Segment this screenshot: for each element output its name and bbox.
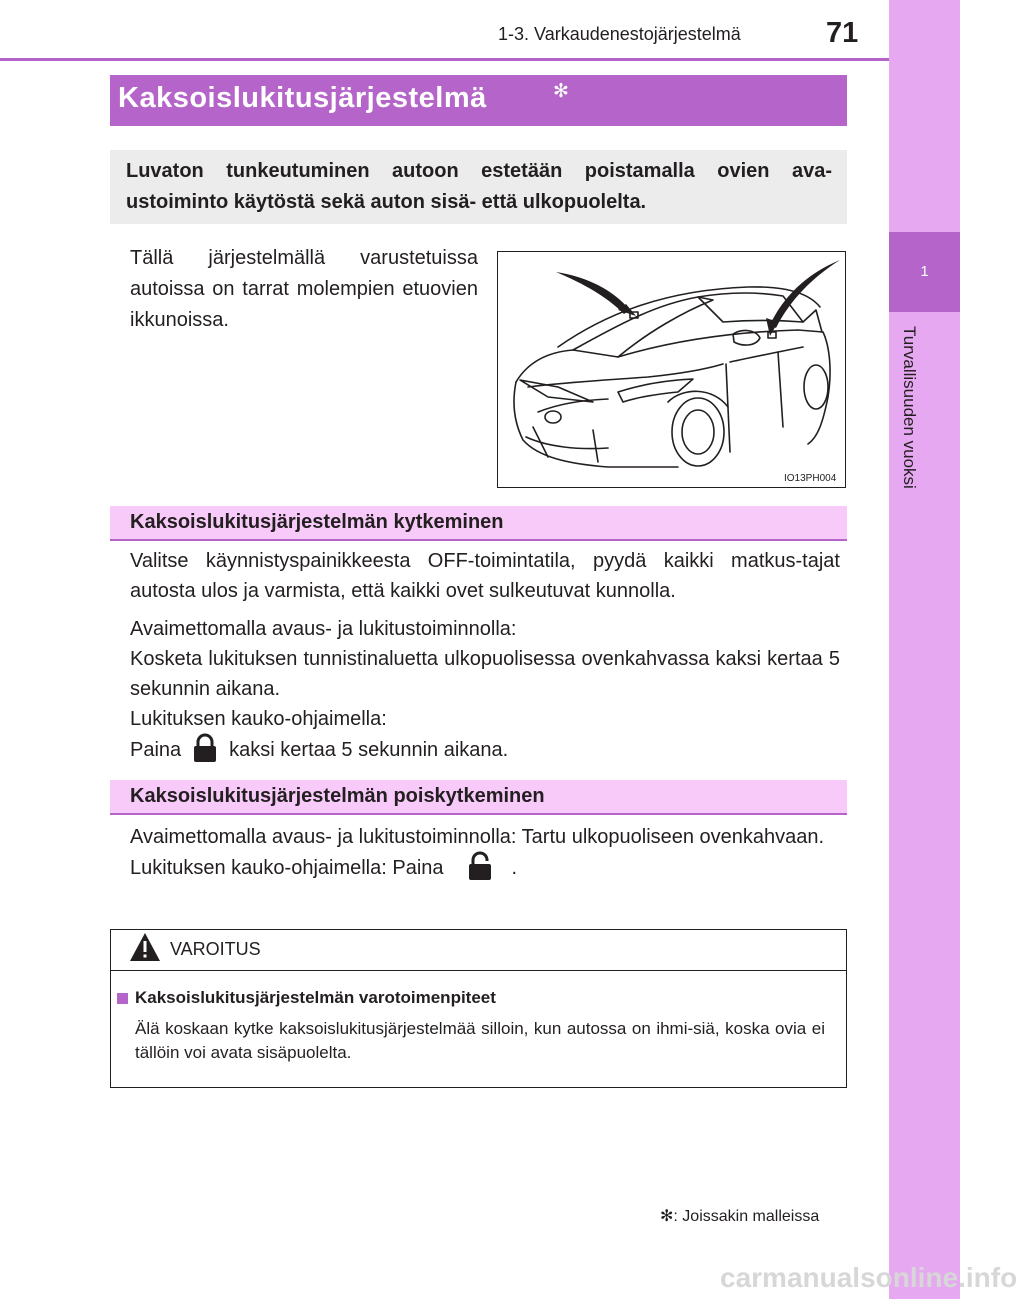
header-rule bbox=[0, 58, 889, 61]
remote-instruction bbox=[130, 734, 840, 765]
enable-instructions: Valitse käynnistyspainikkeesta OFF-toimintatila, pyydä kaikki matkus-tajat autosta ulos ja varmista, että kaikki ovet sulkeutuvat kunnolla. bbox=[130, 550, 840, 602]
remote-disable-instruction bbox=[130, 852, 840, 883]
intro-text: Luvaton tunkeutuminen autoon estetään poistamalla ovien ava-ustoiminto käytöstä sekä auton sisä- että ulkopuolelta. bbox=[126, 160, 832, 213]
chapter-number: 1 bbox=[889, 232, 960, 312]
chapter-title: Turvallisuuden vuoksi bbox=[900, 326, 919, 489]
press-suffix: kaksi kertaa 5 sekunnin aikana. bbox=[229, 739, 509, 761]
enable-methods bbox=[130, 614, 840, 765]
warning-title: VAROITUS bbox=[170, 939, 261, 959]
warning-header-divider bbox=[110, 970, 847, 971]
remote-disable-label: Lukituksen kauko-ohjaimella: Paina bbox=[130, 857, 444, 879]
footnote bbox=[660, 1206, 819, 1226]
page-number: 71 bbox=[826, 17, 859, 49]
remote-disable-suffix: . bbox=[511, 857, 518, 879]
chapter-side-tab bbox=[889, 0, 960, 1299]
press-label: Paina bbox=[130, 739, 182, 761]
footnote-text: : Joissakin malleissa bbox=[673, 1208, 820, 1225]
footnote-marker: ✻ bbox=[660, 1208, 674, 1225]
page-title: Kaksoislukitusjärjestelmä bbox=[118, 82, 487, 114]
disable-methods bbox=[130, 822, 840, 883]
keyless-label: Avaimettomalla avaus- ja lukitustoiminnolla: bbox=[130, 618, 517, 640]
optional-equipment-marker: ✻ bbox=[553, 81, 569, 102]
remote-label: Lukituksen kauko-ohjaimella: bbox=[130, 708, 387, 730]
keyless-instruction: Kosketa lukituksen tunnistinaluetta ulkopuolisessa ovenkahvassa kaksi kertaa 5 sekunnin aikana. bbox=[130, 648, 840, 700]
warning-subheading: Kaksoislukitusjärjestelmän varotoimenpiteet bbox=[135, 988, 496, 1007]
lock-icon bbox=[189, 734, 221, 762]
figure-code: IO13PH004 bbox=[784, 473, 837, 484]
unlock-icon bbox=[464, 852, 496, 880]
running-header-section: 1-3. Varkaudenestojärjestelmä bbox=[498, 24, 741, 44]
car-drawing bbox=[498, 252, 845, 487]
subheading-disable: Kaksoislukitusjärjestelmän poiskytkeminen bbox=[130, 785, 545, 807]
sticker-description: Tällä järjestelmällä varustetuissa autoissa on tarrat molempien etuovien ikkunoissa. bbox=[130, 247, 478, 331]
warning-triangle-icon bbox=[128, 931, 162, 963]
warning-body: Älä koskaan kytke kaksoislukitusjärjestelmää silloin, kun autossa on ihmi-siä, koska ovia ei tällöin voi avata sisäpuolelta. bbox=[135, 1019, 825, 1062]
watermark: carmanualsonline.info bbox=[720, 1262, 1017, 1293]
subheading-enable: Kaksoislukitusjärjestelmän kytkeminen bbox=[130, 511, 504, 533]
car-illustration bbox=[497, 251, 846, 488]
warning-bullet-square-icon bbox=[117, 993, 128, 1004]
keyless-disable-instruction: Avaimettomalla avaus- ja lukitustoiminnolla: Tartu ulkopuoliseen ovenkahvaan. bbox=[130, 826, 825, 848]
